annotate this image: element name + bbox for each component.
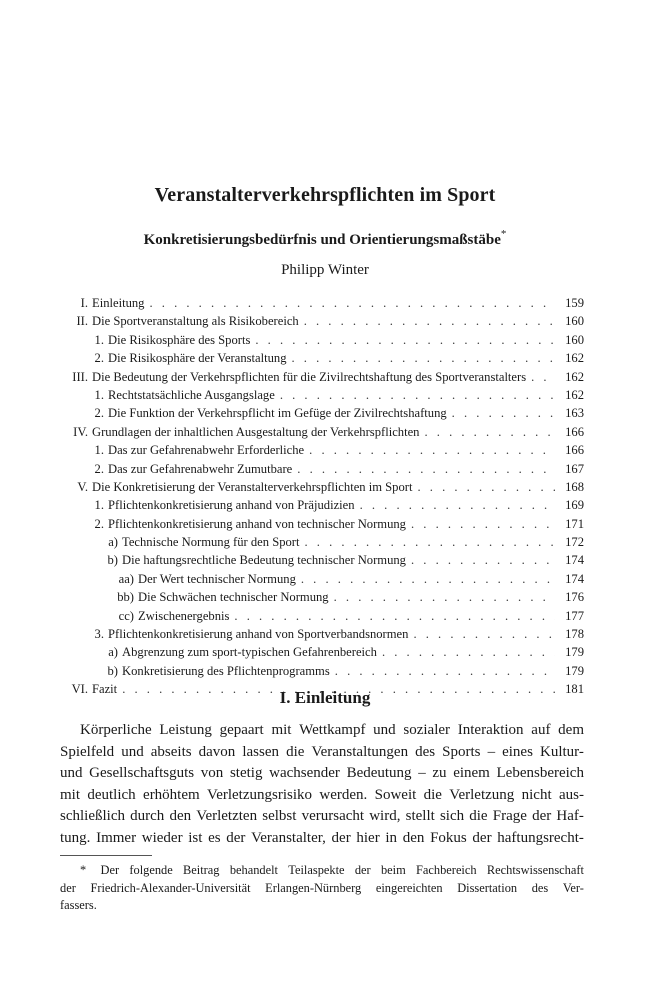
toc-entry-label: Fazit [92,682,118,697]
toc-entry-number: 2. [94,351,104,366]
toc-entry-page: 177 [565,608,584,623]
body-line: mit deutlich erhöhtem Verletzungsrisiko werden. Soweit die Verletzung nicht aus- [60,786,584,803]
toc-dot-leader [292,351,556,366]
toc-entry [60,609,584,627]
toc-entry [60,443,584,461]
toc-dot-leader [255,333,555,348]
toc-dot-leader [335,664,555,679]
toc-entry-page: 160 [565,332,584,347]
toc-entry-label: Die Sportveranstaltung als Risikobereich [92,314,299,329]
subtitle-footnote-mark: * [500,228,507,240]
toc-entry-number: II. [76,314,88,329]
toc-entry-number: 2. [94,406,104,421]
toc-dot-leader [531,370,555,385]
toc-entry-label: Die Risikosphäre der Veranstaltung [108,351,287,366]
toc-entry-number: 2. [94,516,104,531]
toc-entry-page: 174 [565,553,584,568]
toc-entry-number: 3. [94,627,104,642]
toc-entry-label: Die Bedeutung der Verkehrspflichten für die Zivilrechtshaftung des Sportveranstalters [92,369,527,384]
toc-entry [60,535,584,553]
toc-entry-page: 162 [565,351,584,366]
toc-entry-page: 163 [565,406,584,421]
article-title: Veranstalterverkehrspflichten im Sport [154,184,496,206]
toc-dot-leader [424,425,555,440]
toc-dot-leader [360,498,555,513]
toc-entry-number: IV. [73,424,88,439]
toc-entry [60,388,584,406]
toc-entry-number: 1. [94,498,104,513]
toc-entry-label: Rechtstatsächliche Ausgangslage [108,387,275,402]
body-line: tung. Immer wieder ist es der Veranstalter, der hier in den Fokus der haftungsrecht- [60,829,584,846]
toc-entry [60,296,584,314]
toc-dot-leader [297,462,555,477]
toc-entry-label: Konkretisierung des Pflichtenprogramms [122,663,330,678]
toc-entry-label: Abgrenzung zum sport-typischen Gefahrenbereich [122,645,377,660]
section-heading: I. Einleitung [279,688,371,707]
toc-dot-leader [280,388,555,403]
toc-entry-label: Pflichtenkonkretisierung anhand von Präjudizien [108,498,355,513]
toc-dot-leader [304,314,555,329]
body-line: Körperliche Leistung gepaart mit Wettkampf und sozialer Interaktion auf dem [80,722,584,738]
toc-entry-number: I. [80,296,88,310]
toc-dot-leader [334,590,555,605]
footnote-line: fassers. [60,898,97,912]
toc-entry-page: 166 [565,424,584,439]
toc-entry [60,406,584,424]
body-line: schließlich durch den Verletzten selbst verursacht wird, stellt sich die Frage der Haf- [60,808,584,824]
toc-dot-leader [413,627,555,642]
article-subtitle [0,229,650,249]
toc-dot-leader [411,553,555,568]
toc-entry-page: 179 [565,663,584,678]
footnote [60,862,584,915]
toc-entry-page: 178 [565,627,584,642]
table-of-contents [60,296,584,701]
toc-entry [60,517,584,535]
toc-entry-label: Das zur Gefahrenabwehr Erforderliche [108,443,305,458]
toc-dot-leader [411,517,555,532]
toc-entry-page: 167 [565,461,584,476]
toc-entry [60,480,584,498]
toc-entry-label: Technische Normung für den Sport [122,535,300,550]
toc-entry [60,351,584,369]
toc-entry-page: 174 [565,571,584,586]
toc-entry [60,664,584,682]
toc-dot-leader [301,572,555,587]
toc-entry-label: Das zur Gefahrenabwehr Zumutbare [108,461,293,476]
body-line: Spielfeld und abseits davon lassen die Veranstaltungen des Sports – eines Kultur- [60,743,584,760]
toc-entry-label: Die Konkretisierung der Veranstalterverkehrspflichten im Sport [92,479,413,494]
toc-entry-page: 162 [565,387,584,402]
author-name: Philipp Winter [281,262,369,278]
toc-entry [60,553,584,571]
toc-entry-label: Pflichtenkonkretisierung anhand von technischer Normung [108,516,406,531]
toc-entry-label: Die Funktion der Verkehrspflicht im Gefüge der Zivilrechtshaftung [108,406,447,421]
body-paragraph [60,720,584,849]
toc-entry [60,645,584,663]
toc-entry [60,498,584,516]
toc-entry-page: 176 [565,590,584,605]
toc-entry [60,590,584,608]
toc-entry [60,370,584,388]
toc-entry-label: Zwischenergebnis [138,608,230,623]
toc-entry-number: 1. [94,387,104,402]
toc-dot-leader [309,443,555,458]
toc-entry-number: 1. [94,332,104,347]
toc-entry-number: bb) [117,590,134,605]
footnote-mark: * [80,863,87,877]
toc-entry-number: b) [107,663,118,678]
toc-entry-label: Grundlagen der inhaltlichen Ausgestaltung der Verkehrspflichten [92,424,420,439]
toc-entry-label: Die haftungsrechtliche Bedeutung technischer Normung [122,553,406,568]
toc-entry-label: Die Risikosphäre des Sports [108,332,251,347]
footnote-line: der Friedrich-Alexander-Universität Erlangen-Nürnberg eingereichten Dissertation des Ver- [60,880,584,895]
toc-entry [60,572,584,590]
toc-entry-page: 169 [565,498,584,513]
toc-entry-page: 179 [565,645,584,660]
toc-entry [60,333,584,351]
subtitle-text: Konkretisierungsbedürfnis und Orientierungsmaßstäbe [143,232,501,248]
toc-entry-number: 2. [94,461,104,476]
toc-entry-number: VI. [71,682,88,697]
toc-entry-page: 171 [565,516,584,531]
toc-entry-page: 181 [565,682,584,697]
toc-entry-number: a) [108,535,118,550]
toc-entry-label: Einleitung [92,296,145,310]
toc-dot-leader [149,296,555,311]
toc-entry-label: Die Schwächen technischer Normung [138,590,329,605]
footnote-line: * Der folgende Beitrag behandelt Teilaspekte der beim Fachbereich Rechtswissenschaft [60,862,584,880]
toc-dot-leader [452,406,555,421]
toc-dot-leader [382,645,555,660]
toc-entry-page: 162 [565,369,584,384]
body-line: und Gesellschaftsguts von stetig wachsender Bedeutung – zu einem Lebensbereich [60,765,584,781]
toc-entry [60,627,584,645]
toc-dot-leader [417,480,555,495]
toc-entry-number: cc) [118,608,134,623]
toc-entry-page: 166 [565,443,584,458]
toc-entry-number: b) [107,553,118,568]
toc-entry-number: a) [108,645,118,660]
toc-entry [60,462,584,480]
toc-entry-page: 168 [565,479,584,494]
toc-entry-page: 172 [565,535,584,550]
toc-dot-leader [234,609,555,624]
toc-entry-number: III. [72,369,88,384]
toc-entry-number: aa) [118,571,134,586]
toc-entry-number: 1. [94,443,104,458]
toc-entry [60,314,584,332]
toc-entry-number: V. [77,479,88,494]
toc-entry-page: 159 [565,296,584,310]
toc-dot-leader [305,535,556,550]
toc-entry-label: Der Wert technischer Normung [138,571,296,586]
toc-entry-page: 160 [565,314,584,329]
footnote-divider [60,855,152,856]
toc-entry [60,425,584,443]
toc-entry-label: Pflichtenkonkretisierung anhand von Sportverbandsnormen [108,627,409,642]
